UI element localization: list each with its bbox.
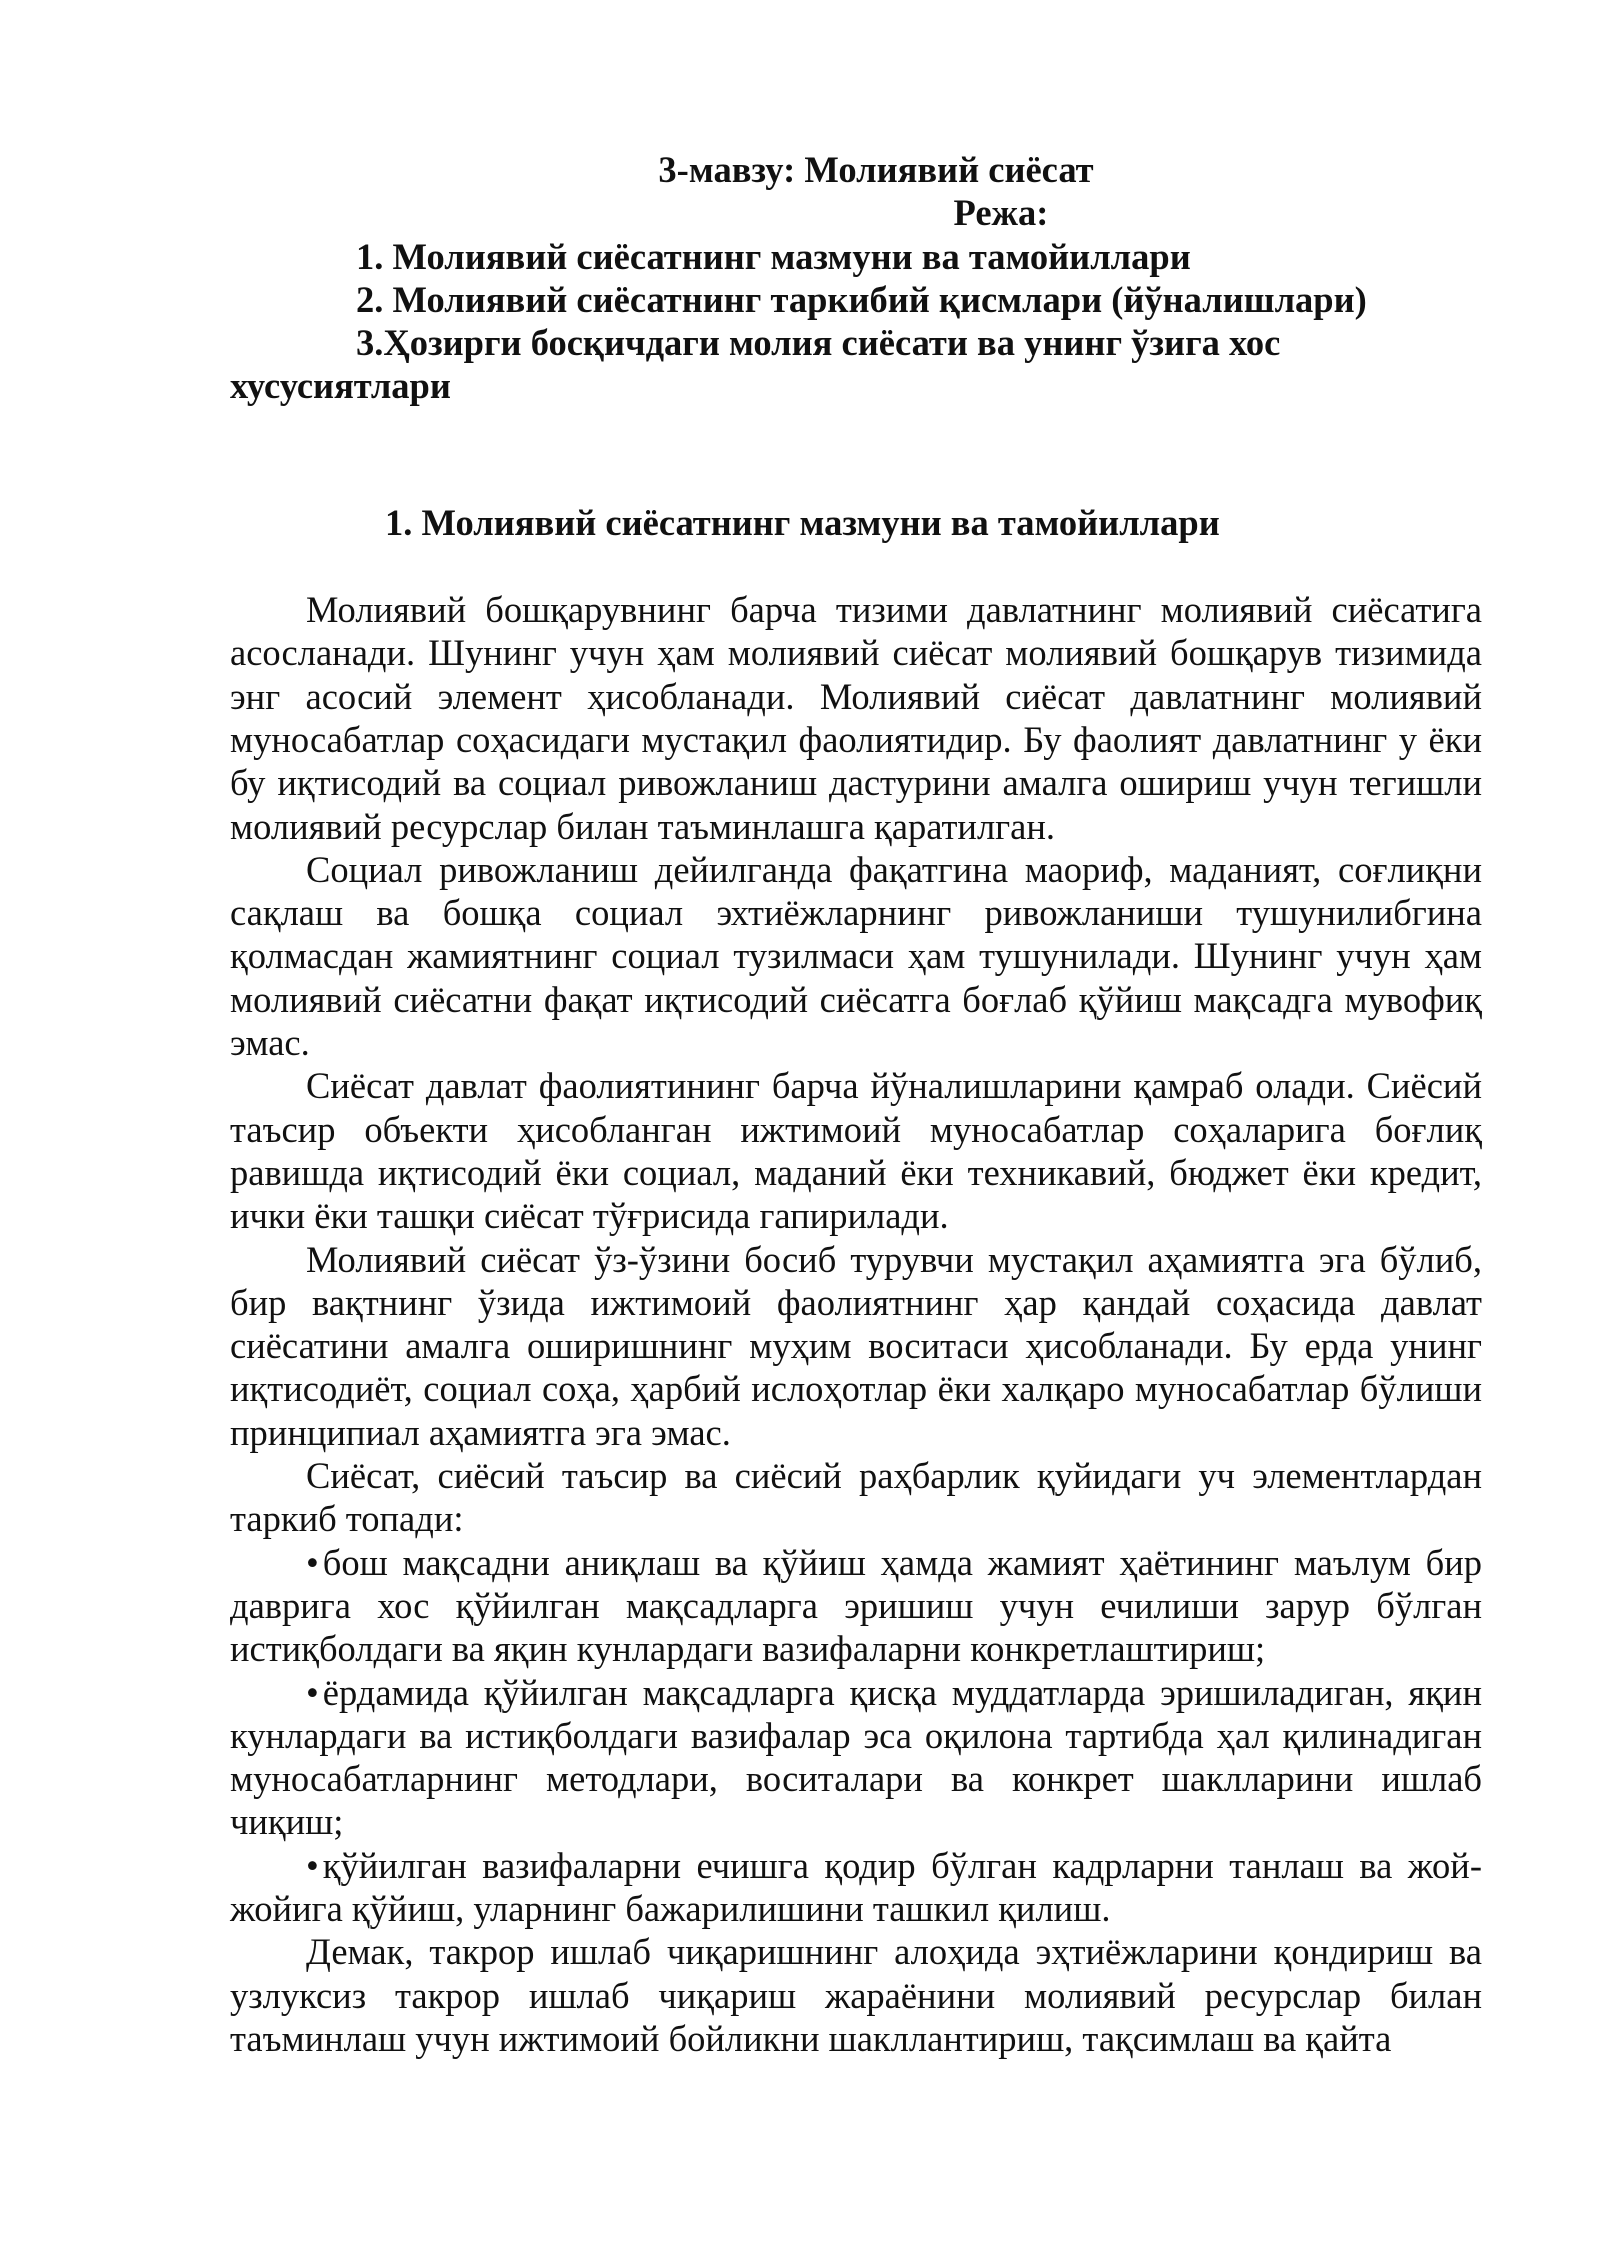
- bullet-text: ёрдамида қўйилган мақсадларга қисқа муддатларда эришиладиган, яқин кунлардаги ва истиқболдаги вазифалар эса оқилона тартибда ҳал қилинадиган муносабатларнинг методлари, воситалари ва конкрет шаклларини ишлаб чиқиш;: [230, 1671, 1482, 1843]
- plan-title: Режа:: [953, 192, 1049, 234]
- plan-item-2: 2. Молиявий сиёсатнинг таркибий қисмлари (йўналишлари): [356, 278, 1367, 320]
- plan-list: [230, 235, 1482, 408]
- bullet-marker: •: [306, 1671, 319, 1713]
- bullet-text: бош мақсадни аниқлаш ва қўйиш ҳамда жамият ҳаётининг маълум бир даврига хос қўйилган мақсадларга эришиш учун ечилиши зарур бўлган истиқболдаги ва яқин кунлардаги вазифаларни конкретлаштириш;: [230, 1541, 1482, 1670]
- plan-item-3: 3.Ҳозирги босқичдаги молия сиёсати ва унинг ўзига хос хусусиятлари: [230, 322, 1281, 407]
- bullet-item-3: [230, 1844, 1482, 1931]
- paragraph-1: Молиявий бошқарувнинг барча тизими давлатнинг молиявий сиёсатига асосланади. Шунинг учун ҳам молиявий сиёсат молиявий бошқарув тизимида энг асосий элемент ҳисобланади. Молиявий сиёсат давлатнинг молиявий муносабатлар соҳасидаги мустақил фаолиятидир. Бу фаолият давлатнинг у ёки бу иқтисодий ва социал ривожланиш дастурини амалга ошириш учун тегишли молиявий ресурслар билан таъминлашга қаратилган.: [230, 589, 1482, 847]
- topic-title: 3-мавзу: Молиявий сиёсат: [658, 149, 1094, 190]
- paragraph-4: Молиявий сиёсат ўз-ўзини босиб турувчи мустақил аҳамиятга эга бўлиб, бир вақтнинг ўзида ижтимоий фаолиятнинг ҳар қандай соҳасида давлат сиёсатини амалга оширишнинг муҳим воситаси ҳисобланади. Бу ерда унинг иқтисодиёт, социал соҳа, ҳарбий ислоҳотлар ёки халқаро муносабатлар бўлиши принципиал аҳамиятга эга эмас.: [230, 1238, 1482, 1453]
- bullet-item-2: [230, 1671, 1482, 1844]
- paragraph-5: Сиёсат, сиёсий таъсир ва сиёсий раҳбарлик қуйидаги уч элементлардан таркиб топади:: [230, 1455, 1482, 1540]
- bullet-marker: •: [306, 1844, 319, 1886]
- paragraph-closing: Демак, такрор ишлаб чиқаришнинг алоҳида эҳтиёжларини қондириш ва узлуксиз такрор ишлаб чиқариш жараёнини молиявий ресурслар билан таъминлаш учун ижтимоий бойликни шакллантириш, тақсимлаш ва қайта: [230, 1931, 1482, 2059]
- bullet-text: қўйилган вазифаларни ечишга қодир бўлган кадрларни танлаш ва жой-жойига қўйиш, уларнинг бажарилишини ташкил қилиш.: [230, 1844, 1482, 1929]
- plan-item-1: 1. Молиявий сиёсатнинг мазмуни ва тамойиллари: [356, 235, 1191, 277]
- bullet-item-1: [230, 1541, 1482, 1671]
- body-text: [230, 588, 1482, 2060]
- paragraph-2: Социал ривожланиш дейилганда фақатгина маориф, маданият, соғлиқни сақлаш ва бошқа социал эхтиёжларнинг ривожланиши тушунилибгина қолмасдан жамиятнинг социал тузилмаси ҳам тушунилади. Шунинг учун ҳам молиявий сиёсатни фақат иқтисодий сиёсатга боғлаб қўйиш мақсадга мувофиқ эмас.: [230, 848, 1482, 1064]
- paragraph-3: Сиёсат давлат фаолиятининг барча йўналишларини қамраб олади. Сиёсий таъсир объекти ҳисобланган ижтимоий муносабатлар соҳаларига боғлиқ равишда иқтисодий ёки социал, маданий ёки техникавий, бюджет ёки кредит, ички ёки ташқи сиёсат тўғрисида гапирилади.: [230, 1065, 1482, 1237]
- bullet-marker: •: [306, 1541, 319, 1583]
- section-heading: 1. Молиявий сиёсатнинг мазмуни ва тамойиллари: [385, 501, 1220, 543]
